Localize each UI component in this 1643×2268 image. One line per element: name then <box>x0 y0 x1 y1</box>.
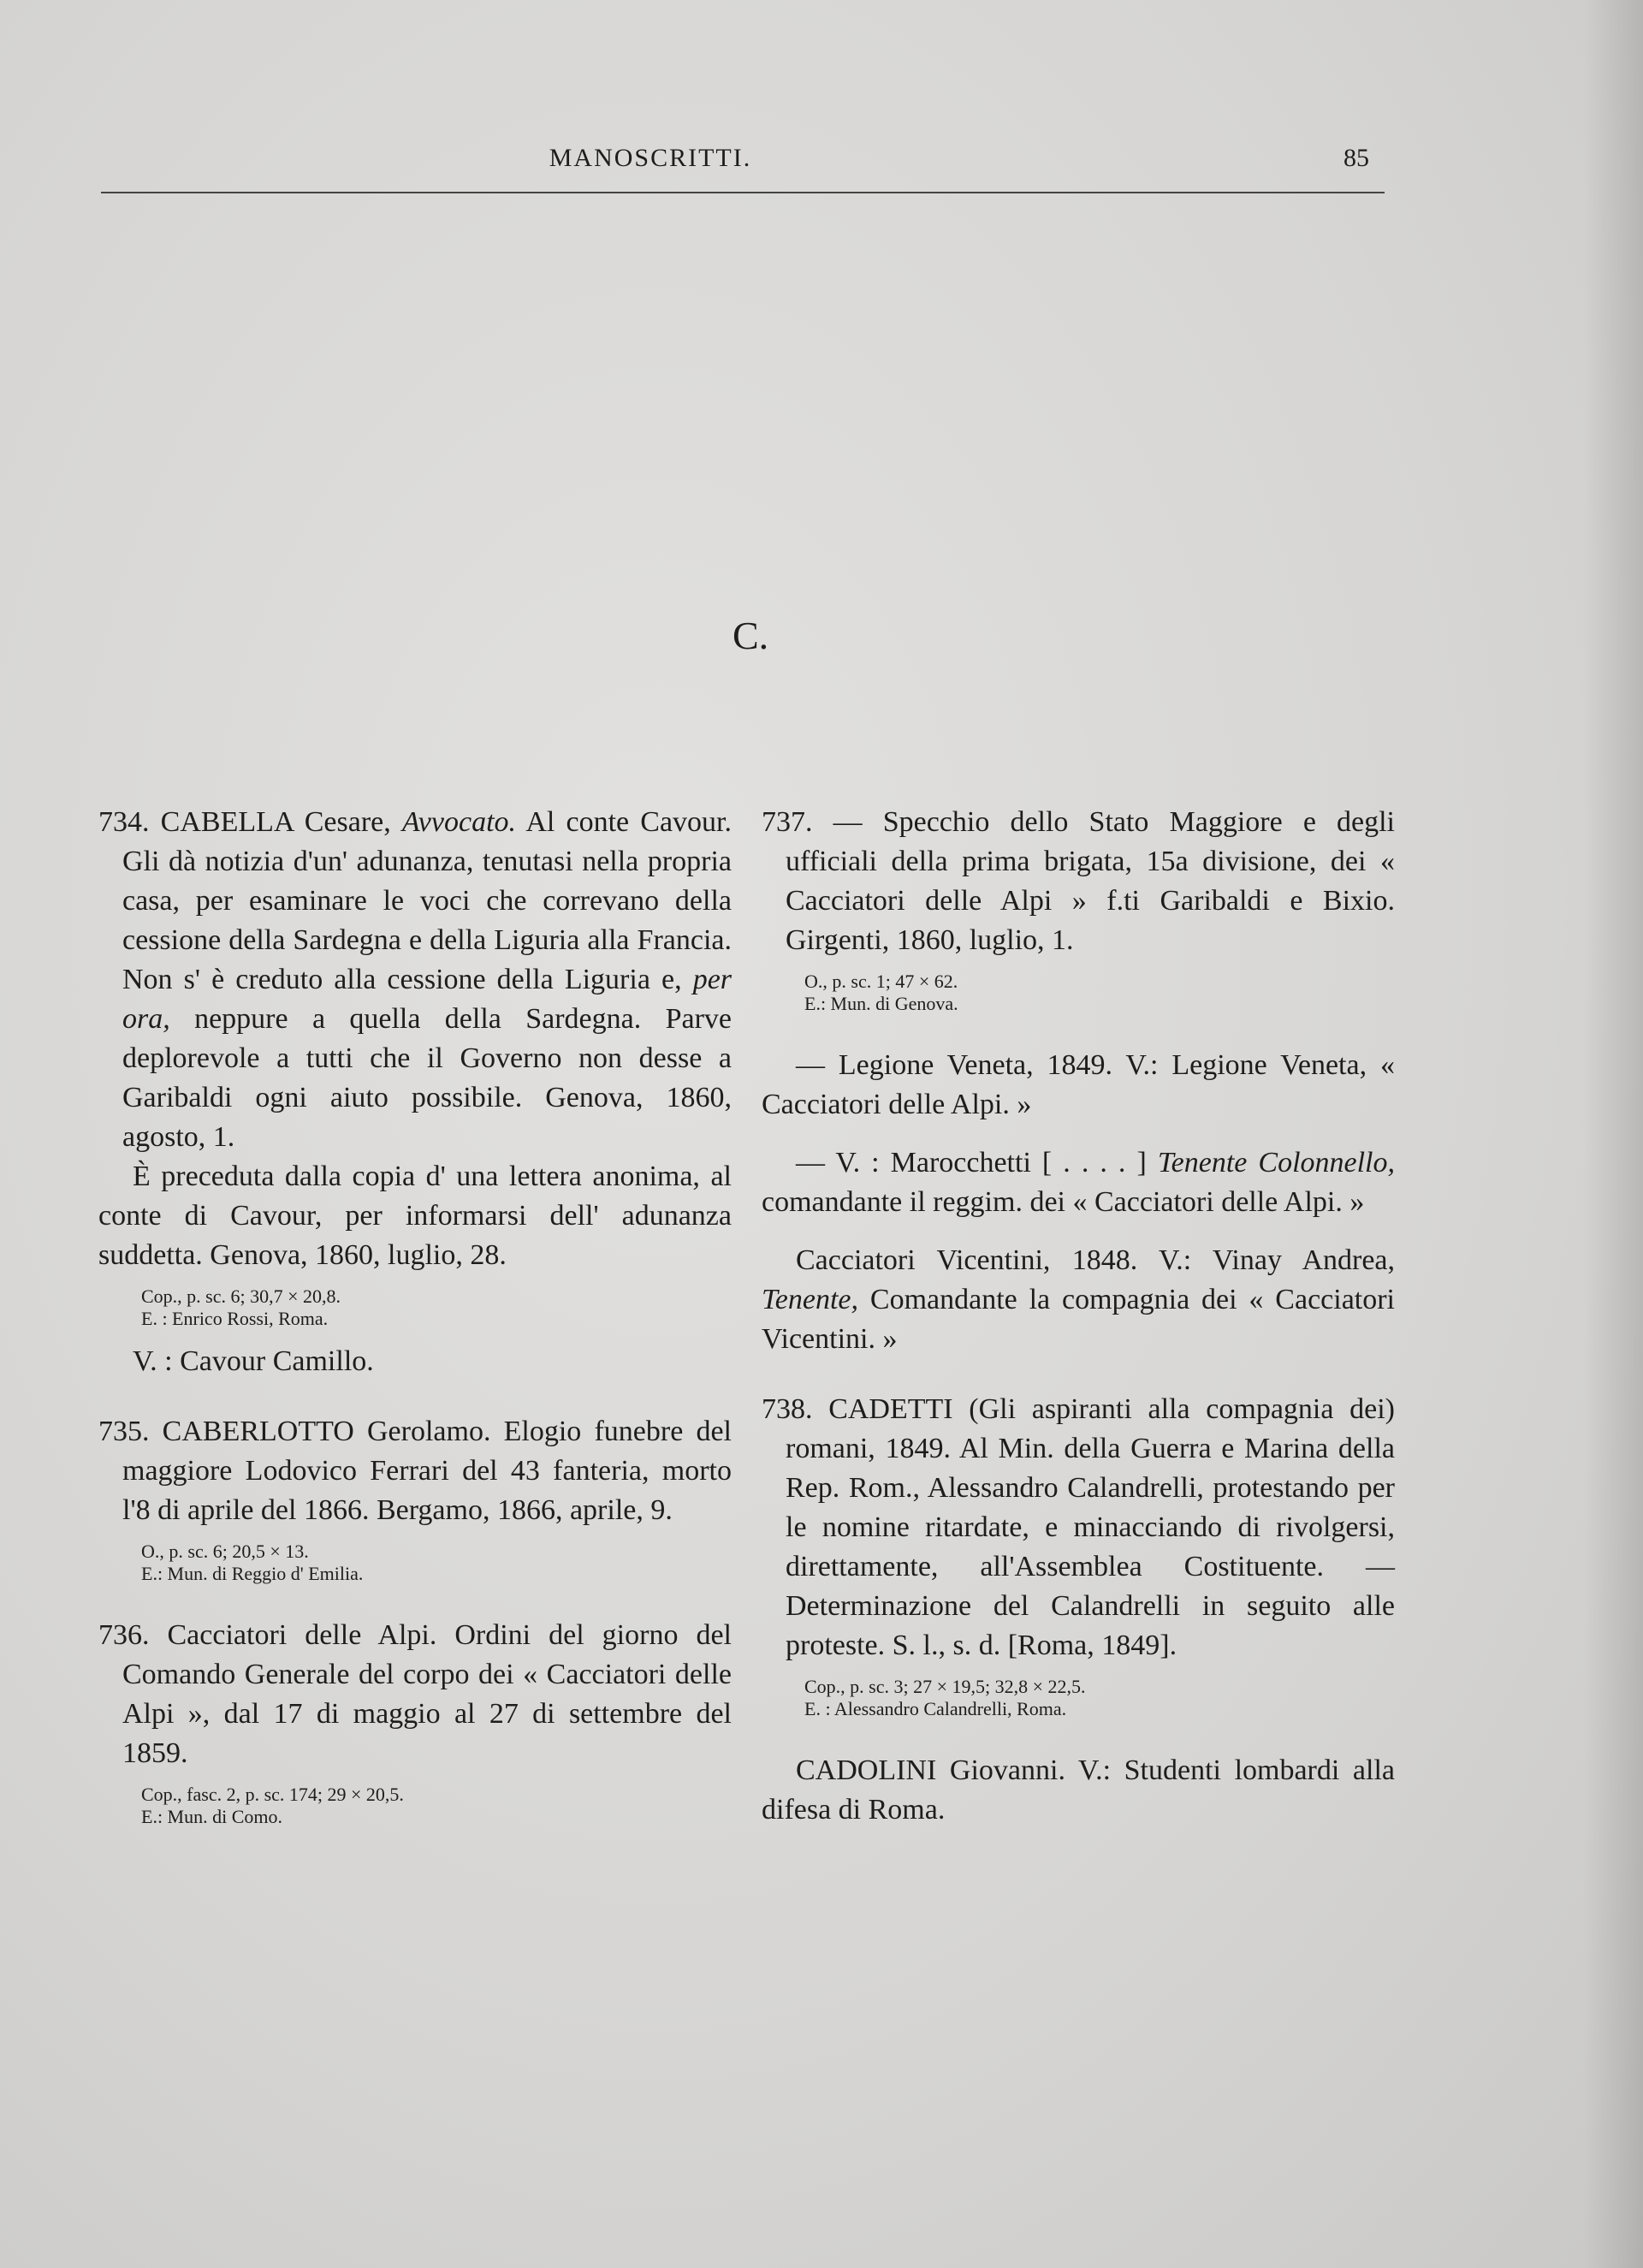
running-header-title: MANOSCRITTI. <box>549 144 752 172</box>
entry-736-text: 736. Cacciatori delle Alpi. Ordini del giorno del Comando Generale del corpo dei « Cacciatori delle Alpi », dal 17 di maggio al 27 di settembre del 1859. <box>98 1619 732 1769</box>
entry-735 <box>98 1412 732 1585</box>
entry-736-meta-owner: E.: Mun. di Como. <box>141 1806 283 1827</box>
entry-736 <box>98 1616 732 1828</box>
entry-738-meta <box>804 1676 1395 1720</box>
page-number: 85 <box>1343 144 1369 172</box>
entry-738 <box>762 1390 1395 1720</box>
entry-734-note: È preceduta dalla copia d' una lettera anonima, al conte di Cavour, per informarsi dell' adunanza suddetta. Genova, 1860, luglio, 28. <box>98 1161 732 1271</box>
entry-marocchetti <box>762 1143 1395 1222</box>
entry-734-italic: per ora, <box>122 964 733 1035</box>
section-letter: C. <box>733 614 769 657</box>
entry-735-meta-physical: O., p. sc. 6; 20,5 × 13. <box>141 1541 309 1562</box>
vicentini-post: Comandante la compagnia dei « Cacciatori Vicentini. » <box>762 1284 1395 1355</box>
entry-734-text <box>98 803 732 1157</box>
entry-738-text: 738. CADETTI (Gli aspiranti alla compagnia dei) romani, 1849. Al Min. della Guerra e Marina della Rep. Rom., Alessandro Calandrelli, protestando per le nomine ritardate, e minacciando di rivolgersi, direttamente, all'Assemblea Costituente. — Determinazione del Calandrelli in seguito alle proteste. S. l., s. d. [Roma, 1849]. <box>762 1393 1395 1661</box>
entry-736-meta-physical: Cop., fasc. 2, p. sc. 174; 29 × 20,5. <box>141 1784 404 1805</box>
left-column <box>98 803 732 1828</box>
marocchetti-pre: — V. : Marocchetti [ . . . . ] <box>796 1147 1147 1179</box>
vicentini-rank: Tenente, <box>762 1284 859 1315</box>
page-edge-shadow <box>1583 0 1643 2268</box>
entry-legione-veneta <box>762 1046 1395 1125</box>
entry-734-head: 734. CABELLA Cesare, <box>98 806 391 838</box>
entry-734-role: Avvocato. <box>401 806 517 838</box>
entry-cadolini <box>762 1751 1395 1830</box>
entry-735-meta-owner: E.: Mun. di Reggio d' Emilia. <box>141 1563 364 1584</box>
entry-737-meta-owner: E.: Mun. di Genova. <box>804 993 958 1014</box>
entry-737-text: 737. — Specchio dello Stato Maggiore e degli ufficiali della prima brigata, 15a divisione, dei « Cacciatori delle Alpi » f.ti Garibaldi e Bixio. Girgenti, 1860, luglio, 1. <box>762 806 1395 956</box>
entry-734-body: Al conte Cavour. Gli dà notizia d'un' adunanza, tenutasi nella propria casa, per esaminare le voci che correvano della cessione della Sardegna e della Liguria alla Francia. Non s' è creduto alla cessione della Liguria e, <box>122 806 733 995</box>
entry-734-meta-owner: E. : Enrico Rossi, Roma. <box>141 1308 329 1329</box>
legione-veneta-text: — Legione Veneta, 1849. V.: Legione Veneta, « Cacciatori delle Alpi. » <box>762 1049 1395 1120</box>
marocchetti-post: comandante il reggim. dei « Cacciatori delle Alpi. » <box>762 1186 1365 1218</box>
vicentini-pre: Cacciatori Vicentini, 1848. V.: Vinay Andrea, <box>796 1244 1395 1276</box>
entry-734-meta <box>141 1285 732 1330</box>
entry-734-body-end: neppure a quella della Sardegna. Parve deplorevole a tutti che il Governo non desse a Garibaldi ogni aiuto possibile. Genova, 1860, agosto, 1. <box>122 1003 732 1153</box>
marocchetti-text <box>762 1143 1395 1222</box>
entry-734 <box>98 803 732 1381</box>
entry-735-meta <box>141 1541 732 1585</box>
entry-738-meta-physical: Cop., p. sc. 3; 27 × 19,5; 32,8 × 22,5. <box>804 1676 1086 1697</box>
header-rule <box>101 192 1385 193</box>
cadolini-text: CADOLINI Giovanni. V.: Studenti lombardi alla difesa di Roma. <box>762 1754 1395 1826</box>
right-column <box>762 803 1395 1830</box>
entry-736-meta <box>141 1784 732 1828</box>
entry-734-see-also: V. : Cavour Camillo. <box>133 1345 374 1377</box>
entry-738-meta-owner: E. : Alessandro Calandrelli, Roma. <box>804 1698 1067 1719</box>
vicentini-text <box>762 1241 1395 1359</box>
entry-737-meta <box>804 971 1395 1015</box>
entry-735-text: 735. CABERLOTTO Gerolamo. Elogio funebre del maggiore Lodovico Ferrari del 43 fanteria, morto l'8 di aprile del 1866. Bergamo, 1866, aprile, 9. <box>98 1416 732 1526</box>
entry-734-meta-physical: Cop., p. sc. 6; 30,7 × 20,8. <box>141 1285 341 1307</box>
entry-cacciatori-vicentini <box>762 1241 1395 1359</box>
entry-737-meta-physical: O., p. sc. 1; 47 × 62. <box>804 971 958 992</box>
marocchetti-rank: Tenente Colonnello, <box>1157 1147 1396 1179</box>
entry-737 <box>762 803 1395 1015</box>
